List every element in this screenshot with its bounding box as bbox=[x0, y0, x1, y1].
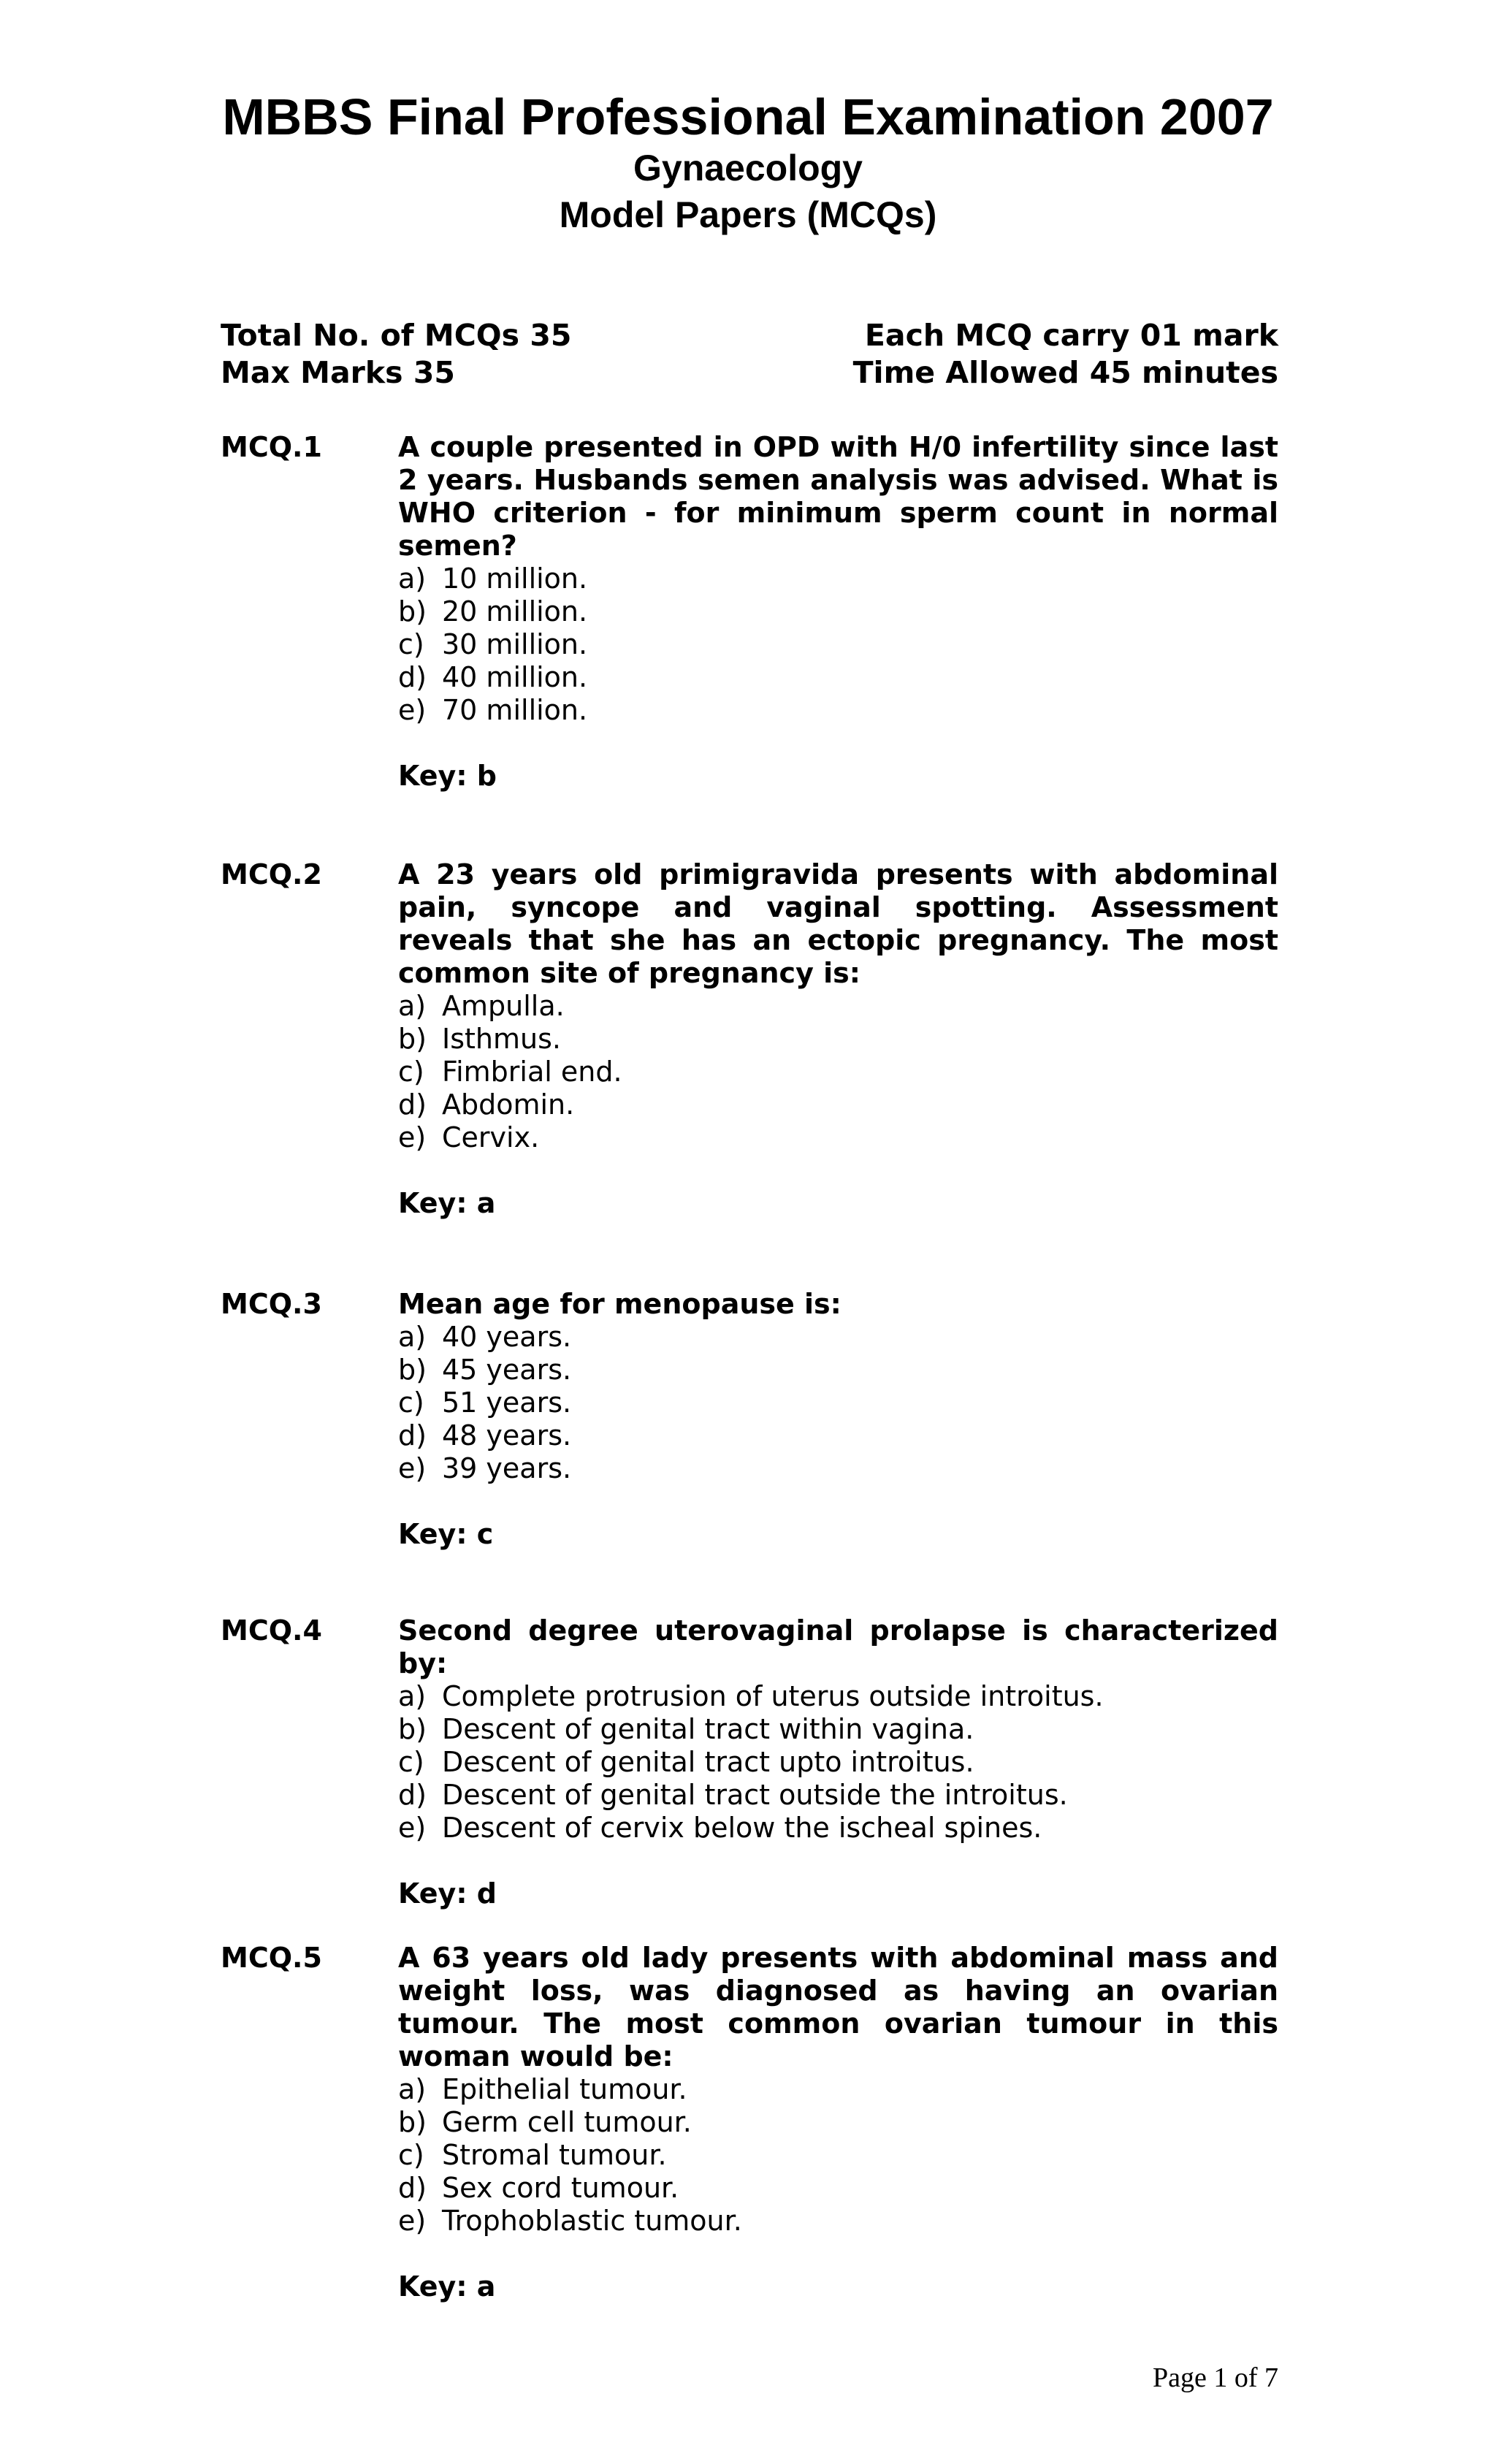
mcq-option bbox=[398, 1387, 1278, 1419]
mcq-options bbox=[398, 2073, 1278, 2238]
option-text: Descent of genital tract within vagina. bbox=[442, 1713, 974, 1745]
paper-type-heading: Model Papers (MCQs) bbox=[559, 194, 937, 235]
option-letter: c) bbox=[398, 1056, 424, 1088]
mcq-question: A 23 years old primigravida presents with abdominal pain, syncope and vaginal spotting. Assessment reveals that she has an ectopic pregnancy. The most common site of pregnancy is: bbox=[398, 858, 1278, 989]
mcq-options bbox=[398, 1321, 1278, 1485]
mcq-label: MCQ.2 bbox=[221, 858, 322, 890]
option-text: Isthmus. bbox=[442, 1023, 561, 1055]
answer-key: Key: c bbox=[398, 1518, 494, 1550]
option-text: 39 years. bbox=[442, 1452, 572, 1484]
mcq-options bbox=[398, 1680, 1278, 1845]
answer-key: Key: d bbox=[398, 1877, 497, 1910]
option-letter: d) bbox=[398, 2172, 427, 2204]
mcq-option bbox=[398, 1452, 1278, 1485]
option-letter: a) bbox=[398, 1321, 427, 1353]
option-text: Ampulla. bbox=[442, 990, 565, 1022]
mcq-options bbox=[398, 990, 1278, 1154]
mcq-option bbox=[398, 990, 1278, 1023]
option-text: Abdomin. bbox=[442, 1088, 575, 1121]
option-text: 40 years. bbox=[442, 1321, 572, 1353]
marks-per-mcq-text: Each MCQ carry 01 mark bbox=[864, 318, 1278, 353]
answer-key: Key: a bbox=[398, 1187, 496, 1219]
option-letter: d) bbox=[398, 1419, 427, 1452]
option-text: 51 years. bbox=[442, 1387, 572, 1419]
mcq-body bbox=[398, 431, 1278, 793]
option-letter: e) bbox=[398, 1812, 427, 1844]
option-text: Descent of genital tract outside the introitus. bbox=[442, 1779, 1068, 1811]
option-text: Stromal tumour. bbox=[442, 2139, 667, 2171]
mcq-option bbox=[398, 1713, 1278, 1746]
option-text: Descent of genital tract upto introitus. bbox=[442, 1746, 974, 1778]
mcq-label: MCQ.3 bbox=[221, 1288, 322, 1320]
option-letter: a) bbox=[398, 990, 427, 1022]
mcq-option bbox=[398, 1321, 1278, 1354]
option-text: Complete protrusion of uterus outside introitus. bbox=[442, 1680, 1104, 1712]
option-letter: a) bbox=[398, 562, 427, 595]
option-text: Sex cord tumour. bbox=[442, 2172, 679, 2204]
page-number: Page 1 of 7 bbox=[1152, 2362, 1278, 2393]
mcq-option bbox=[398, 1088, 1278, 1121]
mcq-question: A 63 years old lady presents with abdominal mass and weight loss, was diagnosed as having an ovarian tumour. The most common ovarian tumour in this woman would be: bbox=[398, 1942, 1278, 2072]
option-text: Trophoblastic tumour. bbox=[442, 2205, 742, 2237]
option-text: 70 million. bbox=[442, 694, 588, 726]
mcq-option bbox=[398, 2205, 1278, 2238]
option-text: 30 million. bbox=[442, 628, 588, 660]
mcq-option bbox=[398, 1056, 1278, 1088]
mcq-option bbox=[398, 628, 1278, 661]
option-letter: d) bbox=[398, 1779, 427, 1811]
mcq-option bbox=[398, 1779, 1278, 1812]
option-letter: b) bbox=[398, 1023, 427, 1055]
total-mcqs-text: Total No. of MCQs 35 bbox=[221, 318, 572, 353]
mcq-option bbox=[398, 595, 1278, 628]
option-letter: e) bbox=[398, 1121, 427, 1153]
mcq-option bbox=[398, 1419, 1278, 1452]
option-letter: b) bbox=[398, 1354, 427, 1386]
mcq-options bbox=[398, 562, 1278, 727]
mcq-option bbox=[398, 2106, 1278, 2139]
option-letter: c) bbox=[398, 1746, 424, 1778]
option-text: 48 years. bbox=[442, 1419, 572, 1452]
option-text: Cervix. bbox=[442, 1121, 540, 1153]
mcq-option bbox=[398, 1354, 1278, 1387]
option-text: 10 million. bbox=[442, 562, 588, 595]
option-text: Germ cell tumour. bbox=[442, 2106, 692, 2138]
answer-key: Key: a bbox=[398, 2270, 496, 2303]
option-text: Fimbrial end. bbox=[442, 1056, 622, 1088]
option-text: 20 million. bbox=[442, 595, 588, 628]
mcq-label: MCQ.1 bbox=[221, 431, 322, 463]
option-text: 40 million. bbox=[442, 661, 588, 693]
mcq-option bbox=[398, 1680, 1278, 1713]
mcq-body bbox=[398, 858, 1278, 1220]
option-letter: c) bbox=[398, 628, 424, 660]
option-letter: a) bbox=[398, 2073, 427, 2105]
mcq-option bbox=[398, 2139, 1278, 2172]
option-letter: d) bbox=[398, 661, 427, 693]
option-letter: e) bbox=[398, 1452, 427, 1484]
mcq-label: MCQ.5 bbox=[221, 1942, 322, 1974]
mcq-question: Mean age for menopause is: bbox=[398, 1288, 842, 1320]
mcq-option bbox=[398, 1023, 1278, 1056]
option-letter: c) bbox=[398, 1387, 424, 1419]
mcq-body bbox=[398, 1288, 1278, 1551]
option-letter: d) bbox=[398, 1088, 427, 1121]
mcq-option bbox=[398, 1746, 1278, 1779]
mcq-label: MCQ.4 bbox=[221, 1614, 322, 1647]
option-letter: a) bbox=[398, 1680, 427, 1712]
mcq-option bbox=[398, 562, 1278, 595]
option-letter: c) bbox=[398, 2139, 424, 2171]
mcq-option bbox=[398, 1812, 1278, 1845]
max-marks-text: Max Marks 35 bbox=[221, 355, 455, 390]
option-letter: b) bbox=[398, 2106, 427, 2138]
option-letter: b) bbox=[398, 595, 427, 628]
option-text: 45 years. bbox=[442, 1354, 572, 1386]
mcq-question: A couple presented in OPD with H/0 infertility since last 2 years. Husbands semen analysis was advised. What is WHO criterion - for minimum sperm count in normal semen? bbox=[398, 431, 1278, 562]
mcq-question: Second degree uterovaginal prolapse is characterized by: bbox=[398, 1614, 1278, 1679]
mcq-option bbox=[398, 661, 1278, 694]
mcq-body bbox=[398, 1942, 1278, 2303]
page-title: MBBS Final Professional Examination 2007 bbox=[222, 88, 1274, 145]
option-letter: b) bbox=[398, 1713, 427, 1745]
time-allowed-text: Time Allowed 45 minutes bbox=[852, 355, 1278, 390]
subject-heading: Gynaecology bbox=[633, 148, 863, 188]
mcq-option bbox=[398, 1121, 1278, 1154]
mcq-option bbox=[398, 2172, 1278, 2205]
option-letter: e) bbox=[398, 694, 427, 726]
mcq-option bbox=[398, 2073, 1278, 2106]
option-letter: e) bbox=[398, 2205, 427, 2237]
option-text: Epithelial tumour. bbox=[442, 2073, 687, 2105]
answer-key: Key: b bbox=[398, 760, 497, 792]
mcq-body bbox=[398, 1614, 1278, 1910]
mcq-option bbox=[398, 694, 1278, 727]
option-text: Descent of cervix below the ischeal spines. bbox=[442, 1812, 1042, 1844]
